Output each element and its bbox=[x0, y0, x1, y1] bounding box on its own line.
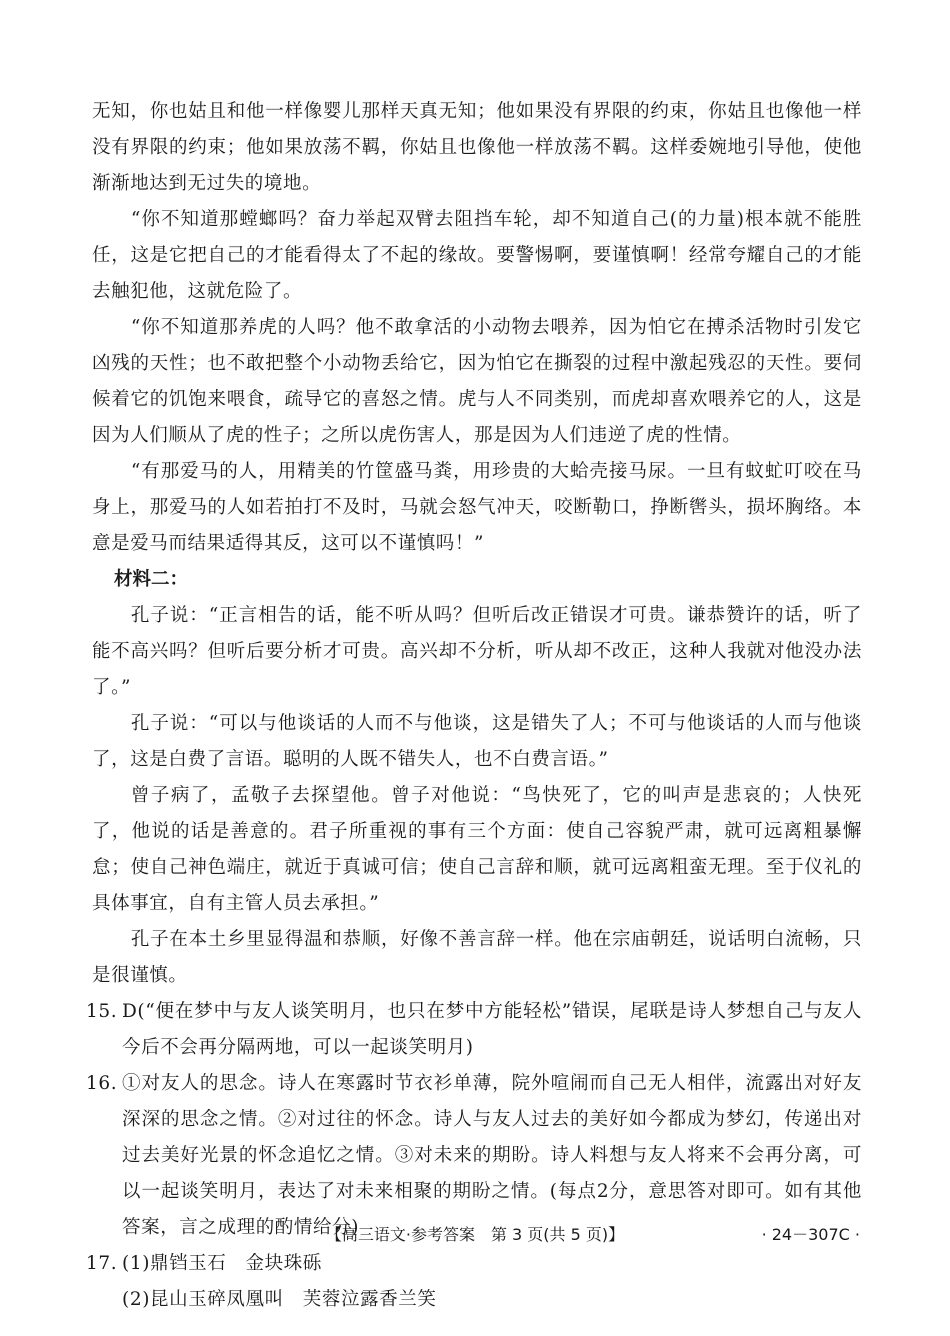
page-footer bbox=[0, 1222, 950, 1252]
answer-15-text: D(“便在梦中与友人谈笑明月，也只在梦中方能轻松”错误，尾联是诗人梦想自己与友人今后不会再分隔两地，可以一起谈笑明月) bbox=[122, 1001, 862, 1058]
material1-para-3: “你不知道那养虎的人吗？他不敢拿活的小动物去喂养，因为怕它在搏杀活物时引发它凶残的天性；也不敢把整个小动物丢给它，因为怕它在撕裂的过程中激起残忍的天性。要伺候着它的饥饱来喂食，疏导它的喜怒之情。虎与人不同类别，而虎却喜欢喂养它的人，这是因为人们顺从了虎的性子；之所以虎伤害人，那是因为人们违逆了虎的性情。 bbox=[92, 317, 862, 446]
material1-para-2: “你不知道那螳螂吗？奋力举起双臂去阻挡车轮，却不知道自己(的力量)根本就不能胜任，这是它把自己的才能看得太了不起的缘故。要警惕啊，要谨慎啊！经常夸耀自己的才能去触犯他，这就危险了。 bbox=[92, 209, 862, 302]
answer-16-text: ①对友人的思念。诗人在寒露时节衣衫单薄，院外喧闹而自己无人相伴，流露出对好友深深的思念之情。②对过往的怀念。诗人与友人过去的美好如今都成为梦幻，传递出对过去美好光景的怀念追忆之情。③对未来的期盼。诗人料想与友人将来不会再分离，可以一起谈笑明月，表达了对未来相聚的期盼之情。(每点2分，意思答对即可。如有其他答案，言之成理的酌情给分) bbox=[122, 1073, 862, 1238]
material1-section bbox=[86, 94, 862, 1318]
answer-17-number: 17. bbox=[86, 1253, 118, 1274]
footer-title: 【高三语文·参考答案 第 3 页(共 5 页)】 bbox=[325, 1225, 625, 1244]
material2-para-2: 孔子说：“可以与他谈话的人而不与他谈，这是错失了人；不可与他谈话的人而与他谈了，这是白费了言语。聪明的人既不错失人，也不白费言语。” bbox=[92, 713, 862, 770]
footer-code: · 24－307C · bbox=[761, 1225, 860, 1244]
material1-para-4: “有那爱马的人，用精美的竹筐盛马粪，用珍贵的大蛤壳接马尿。一旦有蚊虻叮咬在马身上，那爱马的人如若拍打不及时，马就会怒气冲天，咬断勒口，挣断辔头，损坏胸络。本意是爱马而结果适得其反，这可以不谨慎吗！” bbox=[92, 461, 862, 554]
material2-heading: 材料二： bbox=[114, 569, 189, 590]
material1-para-1: 无知，你也姑且和他一样像婴儿那样天真无知；他如果没有界限的约束，你姑且也像他一样没有界限的约束；他如果放荡不羁，你姑且也像他一样放荡不羁。这样委婉地引导他，使他渐渐地达到无过失的境地。 bbox=[92, 101, 862, 194]
material2-para-4: 孔子在本土乡里显得温和恭顺，好像不善言辞一样。他在宗庙朝廷，说话明白流畅，只是很谨慎。 bbox=[92, 929, 862, 986]
material2-para-1: 孔子说：“正言相告的话，能不听从吗？但听后改正错误才可贵。谦恭赞许的话，听了能不高兴吗？但听后要分析才可贵。高兴却不分析，听从却不改正，这种人我就对他没办法了。” bbox=[92, 605, 862, 698]
answer-16 bbox=[86, 1066, 862, 1246]
answer-15-number: 15. bbox=[86, 1001, 118, 1022]
material2-para-3: 曾子病了，孟敬子去探望他。曾子对他说：“鸟快死了，它的叫声是悲哀的；人快死了，他说的话是善意的。君子所重视的事有三个方面：使自己容貌严肃，就可远离粗暴懈怠；使自己神色端庄，就近于真诚可信；使自己言辞和顺，就可远离粗蛮无理。至于仪礼的具体事宜，自有主管人员去承担。” bbox=[92, 785, 862, 914]
answer-17-line-2: (2)昆山玉碎凤凰叫 芙蓉泣露香兰笑 bbox=[122, 1289, 437, 1310]
answer-15 bbox=[86, 994, 862, 1066]
answer-17-line-1: (1)鼎铛玉石 金块珠砾 bbox=[122, 1253, 322, 1274]
answer-16-number: 16. bbox=[86, 1073, 118, 1094]
